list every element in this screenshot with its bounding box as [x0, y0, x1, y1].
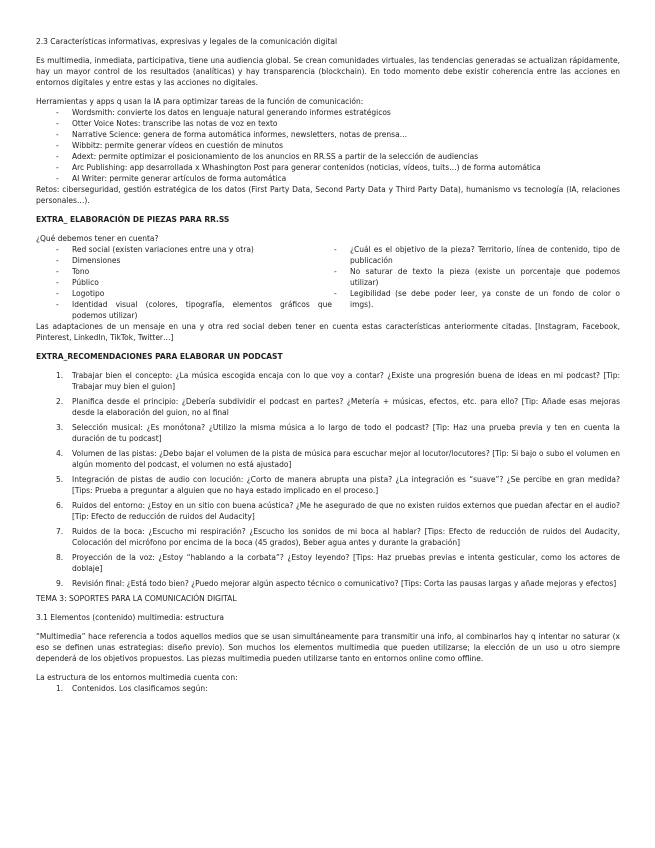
- list-item: - ¿Cuál es el objetivo de la pieza? Territorio, línea de contenido, tipo de publicación: [332, 244, 620, 266]
- item-text: Proyección de la voz: ¿Estoy “hablando a la corbata”? ¿Estoy leyendo? [Tips: Haz pruebas previas e intenta gesticular, como los actores de doblaje]: [72, 553, 620, 573]
- list-item: [36, 552, 620, 574]
- extra-rrss-heading: EXTRA_ ELABORACIÓN DE PIEZAS PARA RR.SS: [36, 215, 230, 224]
- document-page: [36, 36, 620, 698]
- list-item: - Wordsmith: convierte los datos en lenguaje natural generando informes estratégicos: [36, 107, 620, 118]
- item-number: 9.: [56, 579, 64, 588]
- left-list: [36, 244, 332, 321]
- list-item: - Identidad visual (colores, tipografía, elementos gráficos que podemos utilizar): [36, 299, 332, 321]
- list-item: [36, 526, 620, 548]
- list-item: [36, 474, 620, 496]
- list-item: - Tono: [36, 266, 332, 277]
- list-item: - Narrative Science: genera de forma automática informes, newsletters, notas de prensa…: [36, 129, 620, 140]
- podcast-list: [36, 370, 620, 589]
- extra-rrss-question: ¿Qué debemos tener en cuenta?: [36, 234, 159, 243]
- list-item: [36, 448, 620, 470]
- item-number: 6.: [56, 501, 64, 510]
- item-number: 2.: [56, 397, 64, 406]
- item-number: 1.: [56, 371, 64, 380]
- tema3-paragraph: “Multimedia” hace referencia a todos aquellos medios que se usan simultáneamente para transmitir una info, al combinarlos hay q intentar no saturar (x eso se definen unas estrategias: diseño previo). Son muchos los elementos multimedia que pueden utilizarse; la elección de un uso u otro siempre dependerá de los objetivos propuestos. Las piezas multimedia pueden utilizarse tanto en entornos online como offline.: [36, 632, 620, 663]
- extra-rrss-columns: [36, 244, 620, 321]
- tema3-heading: TEMA 3: SOPORTES PARA LA COMUNICACIÓN DIGITAL: [36, 594, 237, 603]
- item-number: 3.: [56, 423, 64, 432]
- list-item: - Legibilidad (se debe poder leer, ya conste de un fondo de color o imgs).: [332, 288, 620, 310]
- item-text: Ruidos de la boca: ¿Escucho mi respiración? ¿Escucho los sonidos de mi boca al hablar? [Tips: Efecto de reducción de ruidos del Audacity, Colocación del micrófono por encima de la boca (45 grados), Beber agua antes y durante la grabación]: [72, 527, 620, 547]
- item-text: Ruidos del entorno: ¿Estoy en un sitio con buena acústica? ¿Me he asegurado de que no existen ruidos externos que puedan afectar en el audio? [Tip: Efecto de reducción de ruidos del Audacity]: [72, 501, 620, 521]
- item-text: Integración de pistas de audio con locución: ¿Corto de manera abrupta una pista? ¿La integración es “suave”? ¿Se percibe en gran medida? [Tips: Prueba a preguntar a alguien que no haya estado implicado en el proceso.]: [72, 475, 620, 495]
- list-item: [36, 683, 620, 694]
- list-item: [36, 396, 620, 418]
- tema3-subheading: 3.1 Elementos (contenido) multimedia: estructura: [36, 613, 224, 622]
- list-item: - No saturar de texto la pieza (existe un porcentaje que podemos utilizar): [332, 266, 620, 288]
- left-column: [36, 244, 332, 321]
- tema3-list: [36, 683, 620, 694]
- list-item: - AI Writer: permite generar artículos de forma automática: [36, 173, 620, 184]
- tema3-structure-intro: La estructura de los entornos multimedia cuenta con:: [36, 673, 238, 682]
- list-item: [36, 500, 620, 522]
- item-number: 5.: [56, 475, 64, 484]
- list-item: [36, 422, 620, 444]
- list-item: - Arc Publishing: app desarrollada x Whashington Post para generar contenidos (noticias, vídeos, tuits…) de forma automática: [36, 162, 620, 173]
- item-text: Planifica desde el principio: ¿Debería subdividir el podcast en partes? ¿Metería + músicas, efectos, etc. para ello? [Tip: Añade esas mejoras desde la elaboración del guion, no al final: [72, 397, 620, 417]
- item-number: 1.: [56, 684, 64, 693]
- item-text: Volumen de las pistas: ¿Debo bajar el volumen de la pista de música para escuchar mejor al locutor/locutores? [Tip: Si bajo o subo el volumen en algún momento del podcast, el volumen no está ajustado]: [72, 449, 620, 469]
- section-heading-2-3: 2.3 Características informativas, expresivas y legales de la comunicación digital: [36, 37, 338, 46]
- tools-list: [36, 107, 620, 184]
- item-text: Revisión final: ¿Está todo bien? ¿Puedo mejorar algún aspecto técnico o comunicativo? [Tips: Corta las pausas largas y añade mejoras y efectos]: [72, 579, 617, 588]
- item-text: Selección musical: ¿Es monótona? ¿Utilizo la misma música a lo largo de todo el podcast? [Tip: Haz una prueba previa y ten en cuenta la duración de tu podcast]: [72, 423, 620, 443]
- list-item: - Dimensiones: [36, 255, 332, 266]
- retos-paragraph: Retos: ciberseguridad, gestión estratégica de los datos (First Party Data, Second Party Data y Third Party Data), humanismo vs tecnología (IA, relaciones personales…).: [36, 185, 620, 205]
- item-number: 7.: [56, 527, 64, 536]
- item-number: 8.: [56, 553, 64, 562]
- right-list: [332, 244, 620, 310]
- list-item: - Wibbitz: permite generar vídeos en cuestión de minutos: [36, 140, 620, 151]
- item-text: Contenidos. Los clasificamos según:: [72, 684, 208, 693]
- tools-intro: Herramientas y apps q usan la IA para optimizar tareas de la función de comunicación:: [36, 97, 364, 106]
- list-item: - Público: [36, 277, 332, 288]
- list-item: - Otter Voice Notes: transcribe las notas de voz en texto: [36, 118, 620, 129]
- right-column: [332, 244, 620, 321]
- extra-rrss-closing: Las adaptaciones de un mensaje en una y otra red social deben tener en cuenta estas características anteriormente citadas. [Instagram, Facebook, Pinterest, LinkedIn, TikTok, Twitter…]: [36, 322, 620, 342]
- list-item: - Red social (existen variaciones entre una y otra): [36, 244, 332, 255]
- item-number: 4.: [56, 449, 64, 458]
- section-2-3-paragraph: Es multimedia, inmediata, participativa, tiene una audiencia global. Se crean comunidades virtuales, las tendencias generadas se actualizan rápidamente, hay un mayor control de los resultados (analíticas) y hay transparencia (blockchain). En todo momento debe existir coherencia entre las acciones en entornos digitales y entre estas y las acciones no digitales.: [36, 56, 620, 87]
- list-item: - Logotipo: [36, 288, 332, 299]
- item-text: Trabajar bien el concepto: ¿La música escogida encaja con lo que voy a contar? ¿Existe una progresión buena de ideas en mi podcast? [Tip: Trabajar muy bien el guion]: [72, 371, 620, 391]
- list-item: [36, 578, 620, 589]
- list-item: - Adext: permite optimizar el posicionamiento de los anuncios en RR.SS a partir de la selección de audiencias: [36, 151, 620, 162]
- extra-podcast-heading: EXTRA_RECOMENDACIONES PARA ELABORAR UN PODCAST: [36, 352, 283, 361]
- list-item: [36, 370, 620, 392]
